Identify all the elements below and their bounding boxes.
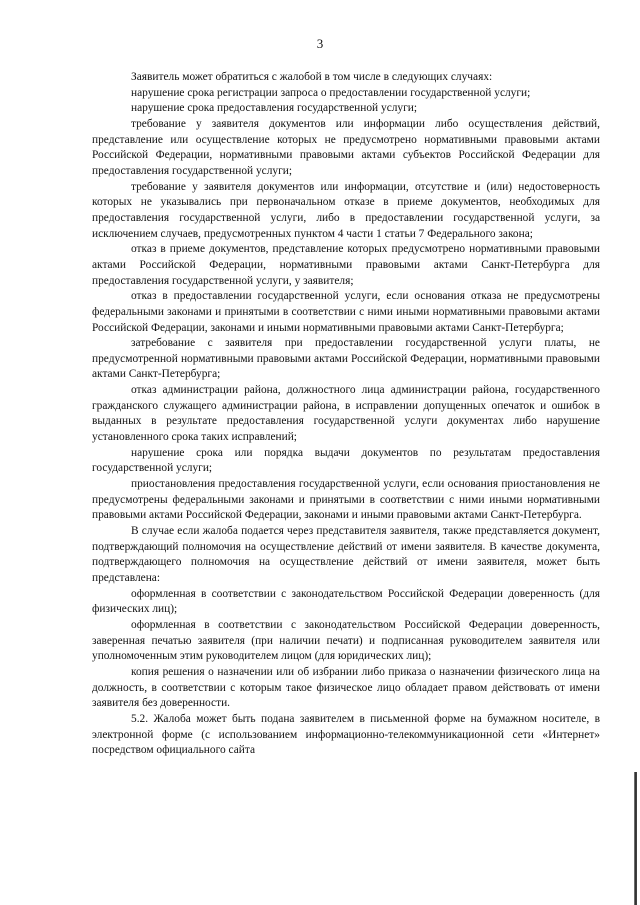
paragraph: нарушение срока регистрации запроса о предоставлении государственной услуги; <box>131 86 531 99</box>
paragraph: В случае если жалоба подается через представителя заявителя, также представляется документ, подтверждающий полномочия на осуществление действий от имени заявителя. В качестве документа, подтверждающего полномочия на осуществление действий от имени заявителя, может быть представлена: <box>92 525 600 584</box>
paragraph: требование у заявителя документов или информации, отсутствие и (или) недостоверность которых не указывались при первоначальном отказе в приеме документов, необходимых для предоставления государственной услуги, либо в предоставлении государственной услуги, за исключением случаев, предусмотренных пунктом 4 части 1 статьи 7 Федерального закона; <box>92 180 600 240</box>
document-body <box>92 70 600 759</box>
paragraph: 5.2. Жалоба может быть подана заявителем в письменной форме на бумажном носителе, в электронной форме (с использованием информационно-телекоммуникационной сети «Интернет» посредством официального сайта <box>92 712 600 757</box>
paragraph: нарушение срока или порядка выдачи документов по результатам предоставления государственной услуги; <box>92 446 600 475</box>
paragraph: копия решения о назначении или об избрании либо приказа о назначении физического лица на должность, в соответствии с которым такое физическое лицо обладает правом действовать от имени заявителя без доверенности. <box>92 665 600 710</box>
paragraph: нарушение срока предоставления государственной услуги; <box>131 102 418 115</box>
paragraph: затребование с заявителя при предоставлении государственной услуги платы, не предусмотренной нормативными правовыми актами Российской Федерации, нормативными правовыми актами Санкт-Петербурга; <box>92 337 600 381</box>
paragraph: отказ в приеме документов, представление которых предусмотрено нормативными правовыми актами Российской Федерации, нормативными правовыми актами Санкт-Петербурга для предоставления государственной услуги, у заявителя; <box>92 243 600 287</box>
page-number: 3 <box>316 36 324 51</box>
paragraph: Заявитель может обратиться с жалобой в том числе в следующих случаях: <box>131 71 493 83</box>
scan-edge-shadow <box>634 772 637 905</box>
paragraph: оформленная в соответствии с законодательством Российской Федерации доверенность, заверенная печатью заявителя (при наличии печати) и подписанная руководителем заявителя или уполномоченным этим руководителем лицом (для юридических лиц); <box>92 618 600 663</box>
paragraph: оформленная в соответствии с законодательством Российской Федерации доверенность (для физических лиц); <box>92 587 600 616</box>
paragraph: отказ администрации района, должностного лица администрации района, государственного гражданского служащего администрации района, в исправлении допущенных опечаток и ошибок в выданных в результате предоставления государственной услуги документах либо нарушение установленного срока таких исправлений; <box>92 384 600 444</box>
paragraph: отказ в предоставлении государственной услуги, если основания отказа не предусмотрены федеральными законами и принятыми в соответствии с ними иными нормативными правовыми актами Российской Федерации, законами и иными нормативными правовыми актами Санкт-Петербурга; <box>92 290 600 334</box>
paragraph: приостановления предоставления государственной услуги, если основания приостановления не предусмотрены федеральными законами и принятыми в соответствии с ними иными нормативными правовыми актами Российской Федерации, законами и иными правовыми актами Санкт-Петербурга. <box>92 478 600 522</box>
paragraph: требование у заявителя документов или информации либо осуществления действий, представление или осуществление которых не предусмотрено нормативными правовыми актами Российской Федерации, нормативными правовыми актами субъектов Российской Федерации для предоставления государственной услуги; <box>92 117 600 177</box>
